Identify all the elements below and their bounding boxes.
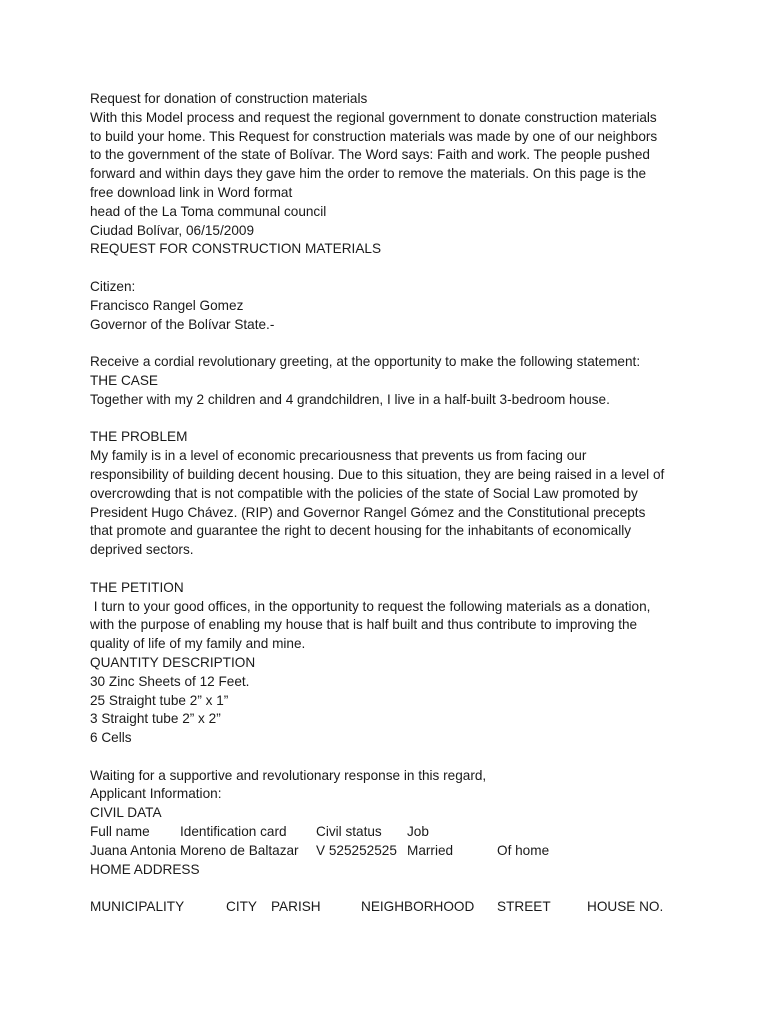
civil-value-cell: V 525252525 bbox=[316, 842, 397, 858]
spacer bbox=[90, 334, 690, 353]
greeting: Receive a cordial revolutionary greeting, at the opportunity to make the following statement: bbox=[90, 354, 641, 370]
place-date: Ciudad Bolívar, 06/15/2009 bbox=[90, 222, 255, 238]
materials-table-heading: QUANTITY DESCRIPTION bbox=[90, 654, 256, 670]
address-header-cell: HOUSE NO. bbox=[587, 899, 664, 915]
intro-line: With this Model process and request the regional government to donate construction materials bbox=[90, 109, 657, 125]
address-header-cell: MUNICIPALITY bbox=[90, 899, 185, 915]
spacer bbox=[90, 259, 690, 278]
problem-line: deprived sectors. bbox=[90, 542, 194, 558]
applicant-label: Applicant Information: bbox=[90, 786, 222, 802]
civil-data-value-row bbox=[90, 842, 690, 861]
address-header-cell: PARISH bbox=[271, 899, 321, 915]
civil-value-cell: Juana Antonia Moreno de Baltazar bbox=[90, 842, 299, 858]
address-header-cell: NEIGHBORHOOD bbox=[361, 899, 475, 915]
intro-line: forward and within days they gave him the order to remove the materials. On this page is the bbox=[90, 166, 647, 182]
spacer bbox=[90, 410, 690, 429]
problem-line: President Hugo Chávez. (RIP) and Governor Rangel Gómez and the Constitutional precepts bbox=[90, 504, 646, 520]
document-page bbox=[90, 90, 690, 917]
material-item: 30 Zinc Sheets of 12 Feet. bbox=[90, 673, 250, 689]
petition-line: I turn to your good offices, in the opportunity to request the following materials as a donation, bbox=[90, 598, 651, 614]
problem-heading: THE PROBLEM bbox=[90, 429, 188, 445]
address-header-cell: STREET bbox=[497, 899, 551, 915]
recipient-name: Francisco Rangel Gomez bbox=[90, 297, 244, 313]
civil-data-header-row bbox=[90, 823, 690, 842]
intro-line: free download link in Word format bbox=[90, 184, 293, 200]
civil-value-cell: Of home bbox=[497, 842, 550, 858]
problem-line: My family is in a level of economic precariousness that prevents us from facing our bbox=[90, 448, 587, 464]
spacer bbox=[90, 879, 690, 898]
intro-line: to the government of the state of Bolívar. The Word says: Faith and work. The people pushed bbox=[90, 147, 650, 163]
civil-header-cell: Identification card bbox=[180, 824, 287, 840]
sender-line: head of the La Toma communal council bbox=[90, 203, 327, 219]
home-address-heading: HOME ADDRESS bbox=[90, 861, 200, 877]
material-item: 6 Cells bbox=[90, 730, 132, 746]
material-item: 3 Straight tube 2” x 2” bbox=[90, 711, 221, 727]
civil-data-heading: CIVIL DATA bbox=[90, 805, 162, 821]
material-item: 25 Straight tube 2” x 1” bbox=[90, 692, 229, 708]
address-header-cell: CITY bbox=[226, 899, 257, 915]
petition-line: quality of life of my family and mine. bbox=[90, 636, 306, 652]
recipient-title: Governor of the Bolívar State.- bbox=[90, 316, 275, 332]
letter-subject: REQUEST FOR CONSTRUCTION MATERIALS bbox=[90, 241, 382, 257]
petition-heading: THE PETITION bbox=[90, 579, 184, 595]
intro-heading: Request for donation of construction materials bbox=[90, 91, 368, 106]
problem-line: that promote and guarantee the right to decent housing for the inhabitants of economically bbox=[90, 523, 632, 539]
case-heading: THE CASE bbox=[90, 372, 158, 388]
home-address-header-row bbox=[90, 898, 690, 917]
recipient-label: Citizen: bbox=[90, 278, 136, 294]
spacer bbox=[90, 748, 690, 767]
problem-line: overcrowding that is not compatible with the policies of the state of Social Law promoted by bbox=[90, 485, 638, 501]
case-text: Together with my 2 children and 4 grandchildren, I live in a half-built 3-bedroom house. bbox=[90, 391, 610, 407]
civil-header-cell: Job bbox=[407, 824, 429, 840]
spacer bbox=[90, 560, 690, 579]
petition-line: with the purpose of enabling my house that is half built and thus contribute to improving the bbox=[90, 617, 638, 633]
problem-line: responsibility of building decent housing. Due to this situation, they are being raised in a level of bbox=[90, 466, 665, 482]
closing-text: Waiting for a supportive and revolutionary response in this regard, bbox=[90, 767, 487, 783]
civil-header-cell: Full name bbox=[90, 824, 150, 840]
intro-line: to build your home. This Request for construction materials was made by one of our neighbors bbox=[90, 128, 658, 144]
civil-value-cell: Married bbox=[407, 842, 454, 858]
civil-header-cell: Civil status bbox=[316, 824, 382, 840]
